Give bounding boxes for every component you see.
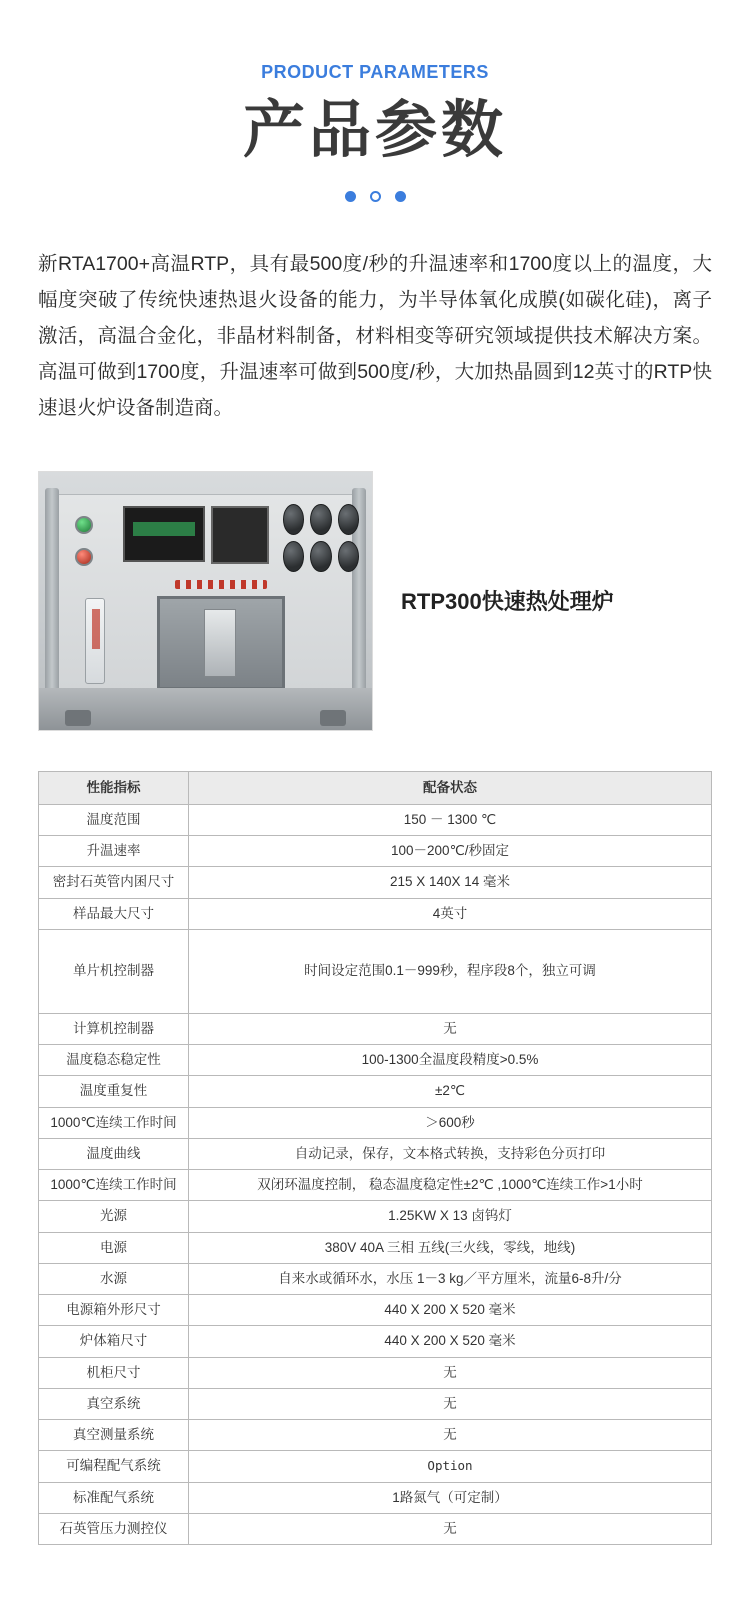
table-row xyxy=(39,1107,712,1138)
spec-label-cell: 标准配气系统 xyxy=(39,1482,189,1513)
left-rail xyxy=(45,488,59,712)
spec-label-cell: 电源箱外形尺寸 xyxy=(39,1295,189,1326)
alarm-indicator-red-icon xyxy=(75,548,93,566)
column-header-status: 配备状态 xyxy=(189,771,712,804)
table-row xyxy=(39,804,712,835)
table-row xyxy=(39,867,712,898)
spec-value-cell: 无 xyxy=(189,1357,712,1388)
page-header xyxy=(0,0,750,202)
table-header-row xyxy=(39,771,712,804)
spec-value-cell: 150 － 1300 ℃ xyxy=(189,804,712,835)
spec-value-cell: 4英寸 xyxy=(189,898,712,929)
dot-hollow-center xyxy=(370,191,381,202)
intro-paragraph: 新RTA1700+高温RTP，具有最500度/秒的升温速率和1700度以上的温度，大幅度突破了传统快速热退火设备的能力，为半导体氧化成膜(如碳化硅)，离子激活，高温合金化，非晶材料制备，材料相变等研究领域提供技术解决方案。高温可做到1700度，升温速率可做到500度/秒，大加热晶圆到12英寸的RTP快速退火炉设备制造商。 xyxy=(38,253,712,420)
page-title: 产品参数 xyxy=(242,96,507,165)
spec-label-cell: 石英管压力测控仪 xyxy=(39,1513,189,1544)
spec-label-cell: 真空系统 xyxy=(39,1388,189,1419)
table-row xyxy=(39,1138,712,1169)
temperature-display xyxy=(123,506,205,562)
table-row xyxy=(39,1013,712,1044)
spec-label-cell: 电源 xyxy=(39,1232,189,1263)
product-block xyxy=(38,471,712,731)
decorative-dots xyxy=(0,191,750,202)
spec-value-cell: 380V 40A 三相 五线(三火线，零线，地线) xyxy=(189,1232,712,1263)
spec-value-cell: 440 X 200 X 520 毫米 xyxy=(189,1295,712,1326)
spec-value-cell: 自动记录，保存，文本格式转换，支持彩色分页打印 xyxy=(189,1138,712,1169)
spec-label-cell: 计算机控制器 xyxy=(39,1013,189,1044)
knob-cluster xyxy=(283,504,359,572)
knob-4-icon xyxy=(283,541,304,572)
spec-value-cell: 1路氮气（可定制） xyxy=(189,1482,712,1513)
spec-label-cell: 真空测量系统 xyxy=(39,1420,189,1451)
spec-label-cell: 温度曲线 xyxy=(39,1138,189,1169)
spec-label-cell: 水源 xyxy=(39,1263,189,1294)
spec-label-cell: 光源 xyxy=(39,1201,189,1232)
spec-label-cell: 单片机控制器 xyxy=(39,929,189,1013)
knob-3-icon xyxy=(338,504,359,535)
product-caption: RTP300快速热处理炉 xyxy=(401,589,614,614)
knob-6-icon xyxy=(338,541,359,572)
spec-value-cell: ＞600秒 xyxy=(189,1107,712,1138)
table-row xyxy=(39,1482,712,1513)
spec-label-cell: 温度稳态稳定性 xyxy=(39,1045,189,1076)
table-row xyxy=(39,1201,712,1232)
table-row xyxy=(39,1295,712,1326)
spec-value-cell: 双闭环温度控制， 稳态温度稳定性±2℃ ,1000℃连续工作>1小时 xyxy=(189,1170,712,1201)
table-row xyxy=(39,1451,712,1482)
spec-label-cell: 机柜尺寸 xyxy=(39,1357,189,1388)
spec-value-cell: Option xyxy=(189,1451,712,1482)
rtp300-furnace-photo xyxy=(38,471,373,731)
specification-table xyxy=(38,771,712,1546)
flow-meter xyxy=(85,598,105,684)
spec-label-cell: 1000℃连续工作时间 xyxy=(39,1107,189,1138)
spec-label-cell: 1000℃连续工作时间 xyxy=(39,1170,189,1201)
spec-value-cell: 215 X 140X 14 毫米 xyxy=(189,867,712,898)
table-row xyxy=(39,1232,712,1263)
table-row xyxy=(39,1326,712,1357)
keypad xyxy=(211,506,269,564)
process-chamber xyxy=(157,596,285,690)
table-body xyxy=(39,804,712,1544)
knob-2-icon xyxy=(310,504,331,535)
spec-value-cell: 时间设定范围0.1－999秒，程序段8个，独立可调 xyxy=(189,929,712,1013)
spec-label-cell: 温度范围 xyxy=(39,804,189,835)
table-head xyxy=(39,771,712,804)
spec-label-cell: 炉体箱尺寸 xyxy=(39,1326,189,1357)
knob-1-icon xyxy=(283,504,304,535)
spec-value-cell: 100－200℃/秒固定 xyxy=(189,836,712,867)
spec-value-cell: 无 xyxy=(189,1013,712,1044)
bottom-spacer xyxy=(0,1545,750,1615)
spec-label-cell: 样品最大尺寸 xyxy=(39,898,189,929)
table-row xyxy=(39,1420,712,1451)
table-row xyxy=(39,1170,712,1201)
foot-right xyxy=(320,710,346,726)
knob-5-icon xyxy=(310,541,331,572)
table-row xyxy=(39,836,712,867)
dot-filled-right xyxy=(395,191,406,202)
spec-label-cell: 升温速率 xyxy=(39,836,189,867)
spec-value-cell: 无 xyxy=(189,1388,712,1419)
spec-value-cell: 无 xyxy=(189,1513,712,1544)
foot-left xyxy=(65,710,91,726)
spec-value-cell: 1.25KW X 13 卤钨灯 xyxy=(189,1201,712,1232)
table-row xyxy=(39,1357,712,1388)
table-row xyxy=(39,1513,712,1544)
header-eyebrow: PRODUCT PARAMETERS xyxy=(261,62,489,82)
spec-label-cell: 密封石英管内囷尺寸 xyxy=(39,867,189,898)
table-row xyxy=(39,1045,712,1076)
table-row xyxy=(39,898,712,929)
spec-value-cell: 440 X 200 X 520 毫米 xyxy=(189,1326,712,1357)
spec-value-cell: 100-1300全温度段精度>0.5% xyxy=(189,1045,712,1076)
column-header-metric: 性能指标 xyxy=(39,771,189,804)
power-indicator-green-icon xyxy=(75,516,93,534)
led-strip xyxy=(175,580,267,589)
table-row xyxy=(39,929,712,1013)
spec-value-cell: ±2℃ xyxy=(189,1076,712,1107)
spec-value-cell: 无 xyxy=(189,1420,712,1451)
spec-label-cell: 温度重复性 xyxy=(39,1076,189,1107)
spec-label-cell: 可编程配气系统 xyxy=(39,1451,189,1482)
table-row xyxy=(39,1388,712,1419)
spec-value-cell: 自来水或循环水，水压 1－3 kg／平方厘米，流量6-8升/分 xyxy=(189,1263,712,1294)
dot-filled-left xyxy=(345,191,356,202)
table-row xyxy=(39,1076,712,1107)
table-row xyxy=(39,1263,712,1294)
